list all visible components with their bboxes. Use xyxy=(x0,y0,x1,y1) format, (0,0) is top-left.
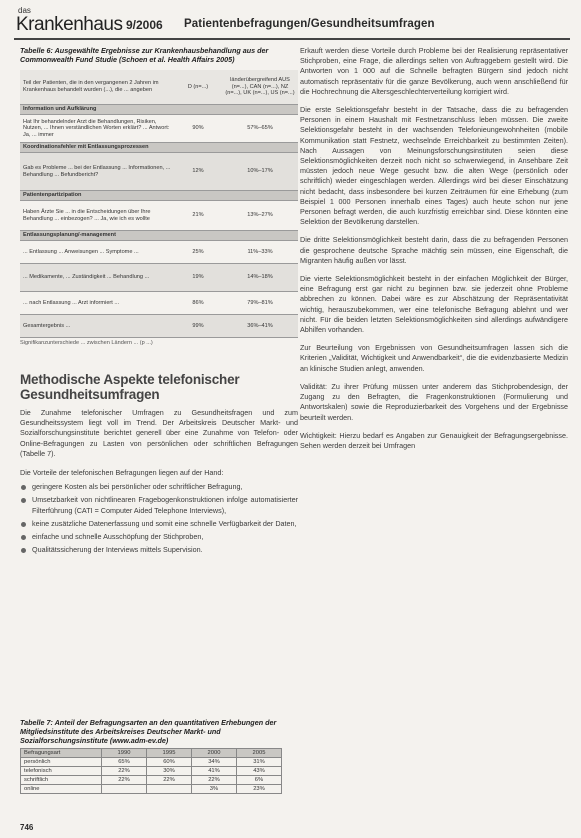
table6-cell: 13%–27% xyxy=(222,201,298,231)
paragraph: Die Vorteile der telefonischen Befragungen liegen auf der Hand: xyxy=(20,468,224,478)
table6-cell: ... Medikamente, ... Zuständigkeit ... Behandlung ... xyxy=(20,264,174,292)
paragraph: Die erste Selektionsgefahr besteht in der Tatsache, dass die zu befragenden Personen in einem Haushalt mit Festnetzanschluss leben müssen. Die zweite Selektionsgefahr besteht in der wachsenden Telefonieungewohnheiten (mobile Kommunikation statt Festnetz, wechselnde Erreichbarkeit zu bestimmten Zeiten). Nach Aussagen von Meinungsforschungsinstituten seien diese Selektionsmöglichkeiten derzeit noch nicht so schwerwiegend, in Ansehbare Zeit müssten jedoch neue Wege gesucht bzw. die alten Wege (persönlich oder schriftlich) wieder eingeschlagen werden. Allerdings wird bei dieser Einschätzung nicht bedacht, dass insbesondere bei kurzen Zeiträumen für eine Erhebung (zum Beispiel 1 000 Personen innerhalb eines Tages) auch heute schon nur jene Personen befragt werden, die auch kurzfristig erreichbar sind. Diese könnten eine Selektion der Bevölkerung darstellen. xyxy=(300,105,568,227)
table6-cell: Hat Ihr behandelnder Arzt die Behandlungen, Risiken, Nutzen, ... Ihnen verständlichen Worten erklärt? ... Antwort: Ja, ... immer xyxy=(20,115,174,143)
table-row xyxy=(21,776,282,785)
table6-cell: 36%–41% xyxy=(222,315,298,338)
table6-cell: 90% xyxy=(174,115,222,143)
table7-cell: schriftlich xyxy=(21,776,102,785)
table7-cell: 43% xyxy=(237,767,282,776)
table6-cell: 99% xyxy=(174,315,222,338)
table-row xyxy=(20,315,298,338)
table6-cell: 86% xyxy=(174,292,222,315)
left-body xyxy=(20,408,298,555)
table7-cell: telefonisch xyxy=(21,767,102,776)
journal-logo: Krankenhaus xyxy=(16,14,123,35)
table6-cell: 14%–18% xyxy=(222,264,298,292)
bullet-icon xyxy=(21,535,26,540)
bullet-icon xyxy=(21,548,26,553)
table-row xyxy=(20,292,298,315)
table6-cell: 12% xyxy=(174,153,222,191)
table6-cell: ... nach Entlassung ... Arzt informiert ... xyxy=(20,292,174,315)
table6-section-title: Entlassungsplanung/-management xyxy=(20,231,298,241)
table7-caption: Tabelle 7: Anteil der Befragungsarten an den quantitativen Erhebungen der Mitgliedsinstitute des Arbeitskreises Deutscher Markt- und Sozialforschungsinstitute (www.adm-ev.de) xyxy=(20,718,277,745)
table6-cell: 21% xyxy=(174,201,222,231)
table7-cell: 41% xyxy=(192,767,237,776)
paragraph: Wichtigkeit: Hierzu bedarf es Angaben zur Genauigkeit der Befragungsergebnisse. Sehen werden derzeit bei Umfragen xyxy=(300,430,568,450)
bullet-icon xyxy=(21,498,26,503)
table6-caption: Tabelle 6: Ausgewählte Ergebnisse zur Krankenhausbehandlung aus der Commonwealth Fund Studie (Schoen et al. Health Affairs 2005) xyxy=(20,46,269,64)
table7-block xyxy=(20,718,298,794)
table-row xyxy=(21,767,282,776)
table7-cell: 2005 xyxy=(237,749,282,758)
table6-section-row xyxy=(20,191,298,201)
page-number: 746 xyxy=(20,823,34,832)
list-item xyxy=(20,532,298,542)
bullet-icon xyxy=(21,522,26,527)
table6-section-row xyxy=(20,231,298,241)
table7-cell: 3% xyxy=(192,785,237,794)
table-row xyxy=(20,264,298,292)
table7-cell: 31% xyxy=(237,758,282,767)
table6-cell: Gab es Probleme ... bei der Entlassung ... Informationen, ... Behandlung ... Befundbericht? xyxy=(20,153,174,191)
table6-header-cell: Teil der Patienten, die in den vergangenen 2 Jahren im Krankenhaus behandelt wurden (...), die ... angeben xyxy=(20,70,174,105)
table6-header-cell: D (n=...) xyxy=(174,70,222,105)
list-item xyxy=(20,545,298,555)
paragraph: Validität: Zu ihrer Prüfung müssen unter anderem das Stichprobendesign, der Zugang zu den Befragten, die Fragenkonstruktionen (Formulierung und Antwortskalen) sowie die Reproduzierbarkeit des Vorgehens und der Ergebnisse beurteilt werden. xyxy=(300,381,568,422)
advantages-list xyxy=(20,482,298,555)
header-rule xyxy=(14,38,570,40)
table7-cell: 22% xyxy=(147,776,192,785)
paragraph: Die Zunahme telefonischer Umfragen zu Gesundheitsfragen und zum Gesundheitssystem liegt voll im Trend. Der Arbeitskreis Deutscher Markt- und Sozialforschungsinstitute berichtet generell über eine Zunahme von Telefon- oder Online-Befragungen zu Lasten von persönlichen oder schriftlichen Befragungen (Tabelle 7). xyxy=(20,408,298,458)
left-column-text xyxy=(20,372,298,558)
paragraph: Die dritte Selektionsmöglichkeit besteht darin, dass die zu befragenden Personen die gesprochene deutsche Sprache mächtig sein müssen, eine Eigenschaft, die Migranten häufig außen vor lässt. xyxy=(300,235,568,265)
list-item-text: Qualitätssicherung der Interviews mittels Supervision. xyxy=(32,545,203,555)
table7-cell: 30% xyxy=(147,767,192,776)
table6-cell: Haben Ärzte Sie ... in die Entscheidungen über Ihre Behandlung ... einbezogen? ... Ja, wie ich es wollte xyxy=(20,201,174,231)
table6-cell: 19% xyxy=(174,264,222,292)
list-item-text: einfache und schnelle Ausschöpfung der Stichproben, xyxy=(32,532,204,542)
table7-cell: 22% xyxy=(102,776,147,785)
paragraph: Erkauft werden diese Vorteile durch Probleme bei der Realisierung repräsentativer Stichproben, eine Frage, die allerdings selten von Auftraggebern gestellt wird. Die Antworten von 1 000 auf die Schnelle befragten Bürgern sind jedoch nicht automatisch repräsentativ für die ganze Bevölkerung, auch wenn anschließend für die Hochrechnung die Altersgeschlechterverteilung korrigiert wird. xyxy=(300,46,568,96)
table7-cell: online xyxy=(21,785,102,794)
article-heading: Methodische Aspekte telefonischer Gesundheitsumfragen xyxy=(20,372,240,402)
table7-cell xyxy=(147,785,192,794)
list-item xyxy=(20,495,298,515)
table6-header-cell: länderübergreifend AUS (n=...), CAN (n=...), NZ (n=...), UK (n=...), US (n=...) xyxy=(222,70,298,105)
table6-cell: ... Entlassung ... Anweisungen ... Symptome ... xyxy=(20,241,174,264)
logo-prefix: das xyxy=(18,6,31,15)
table7-cell: 1990 xyxy=(102,749,147,758)
table-row xyxy=(21,758,282,767)
running-header xyxy=(14,4,570,38)
table6-cell: 25% xyxy=(174,241,222,264)
table6-section-title: Koordinationsfehler mit Entlassungsprozessen xyxy=(20,143,298,153)
table6-source-note: Signifikanzunterschiede ... zwischen Ländern ... (p ...) xyxy=(20,340,153,346)
table7-cell: 1995 xyxy=(147,749,192,758)
table-row xyxy=(20,115,298,143)
table6-cell: 10%–17% xyxy=(222,153,298,191)
table6-cell: 57%–65% xyxy=(222,115,298,143)
list-item xyxy=(20,519,298,529)
table7-cell: 22% xyxy=(192,776,237,785)
list-item-text: geringere Kosten als bei persönlicher oder schriftlicher Befragung, xyxy=(32,482,243,492)
table-row xyxy=(20,241,298,264)
table-row xyxy=(21,749,282,758)
bullet-icon xyxy=(21,485,26,490)
table7-cell xyxy=(102,785,147,794)
table7-cell: 2000 xyxy=(192,749,237,758)
table-row xyxy=(20,153,298,191)
table6-section-row xyxy=(20,143,298,153)
paragraph: Die vierte Selektionsmöglichkeit besteht in der einfachen Möglichkeit der Bürger, eine Befragung erst gar nicht zu beginnen bzw. sie jederzeit ohne Probleme abbrechen zu können. Dabei wäre es zur Abschätzung der Repräsentativität wichtig, herauszubekommen, wer eine telefonische Befragung ablehnt und wer nicht. Für die beiden letzten Selektionsmöglichkeiten sind allerdings aufwändigere Abhilfen vorhanden. xyxy=(300,274,568,335)
table6 xyxy=(20,70,298,338)
table6-cell: Gesamtergebnis ... xyxy=(20,315,174,338)
table6-cell: 11%–33% xyxy=(222,241,298,264)
list-item-text: keine zusätzliche Datenerfassung und somit eine schnelle Verfügbarkeit der Daten, xyxy=(32,518,297,528)
table7-cell: 22% xyxy=(102,767,147,776)
table-row xyxy=(20,201,298,231)
table7 xyxy=(20,748,282,794)
table7-cell: persönlich xyxy=(21,758,102,767)
table7-cell: 65% xyxy=(102,758,147,767)
issue-number: 9/2006 xyxy=(126,18,163,32)
section-title: Patientenbefragungen/Gesundheitsumfragen xyxy=(184,18,435,30)
table6-section-title: Patientenpartizipation xyxy=(20,191,298,201)
table6-header-row xyxy=(20,70,298,105)
table-row xyxy=(21,785,282,794)
table6-section-row xyxy=(20,105,298,115)
list-item xyxy=(20,482,298,492)
table6-section-title: Information und Aufklärung xyxy=(20,105,298,115)
table7-cell: 23% xyxy=(237,785,282,794)
table7-cell: 60% xyxy=(147,758,192,767)
table6-cell: 79%–81% xyxy=(222,292,298,315)
left-column xyxy=(20,46,298,346)
list-item-text: Umsetzbarkeit von nichtlinearen Fragebogenkonstruktionen infolge automatisierter Filterführung (CATI = Computer Aided Telephone Interviews), xyxy=(32,495,298,515)
table7-cell: 34% xyxy=(192,758,237,767)
table7-cell: Befragungsart xyxy=(21,749,102,758)
table7-cell: 6% xyxy=(237,776,282,785)
paragraph: Zur Beurteilung von Ergebnissen von Gesundheitsumfragen lassen sich die Kriterien „Validität, Wichtigkeit und Anwendbarkeit“, die die evidenzbasierte Medizin an klinische Studien anlegt, anwenden. xyxy=(300,343,568,373)
right-column xyxy=(300,46,568,459)
